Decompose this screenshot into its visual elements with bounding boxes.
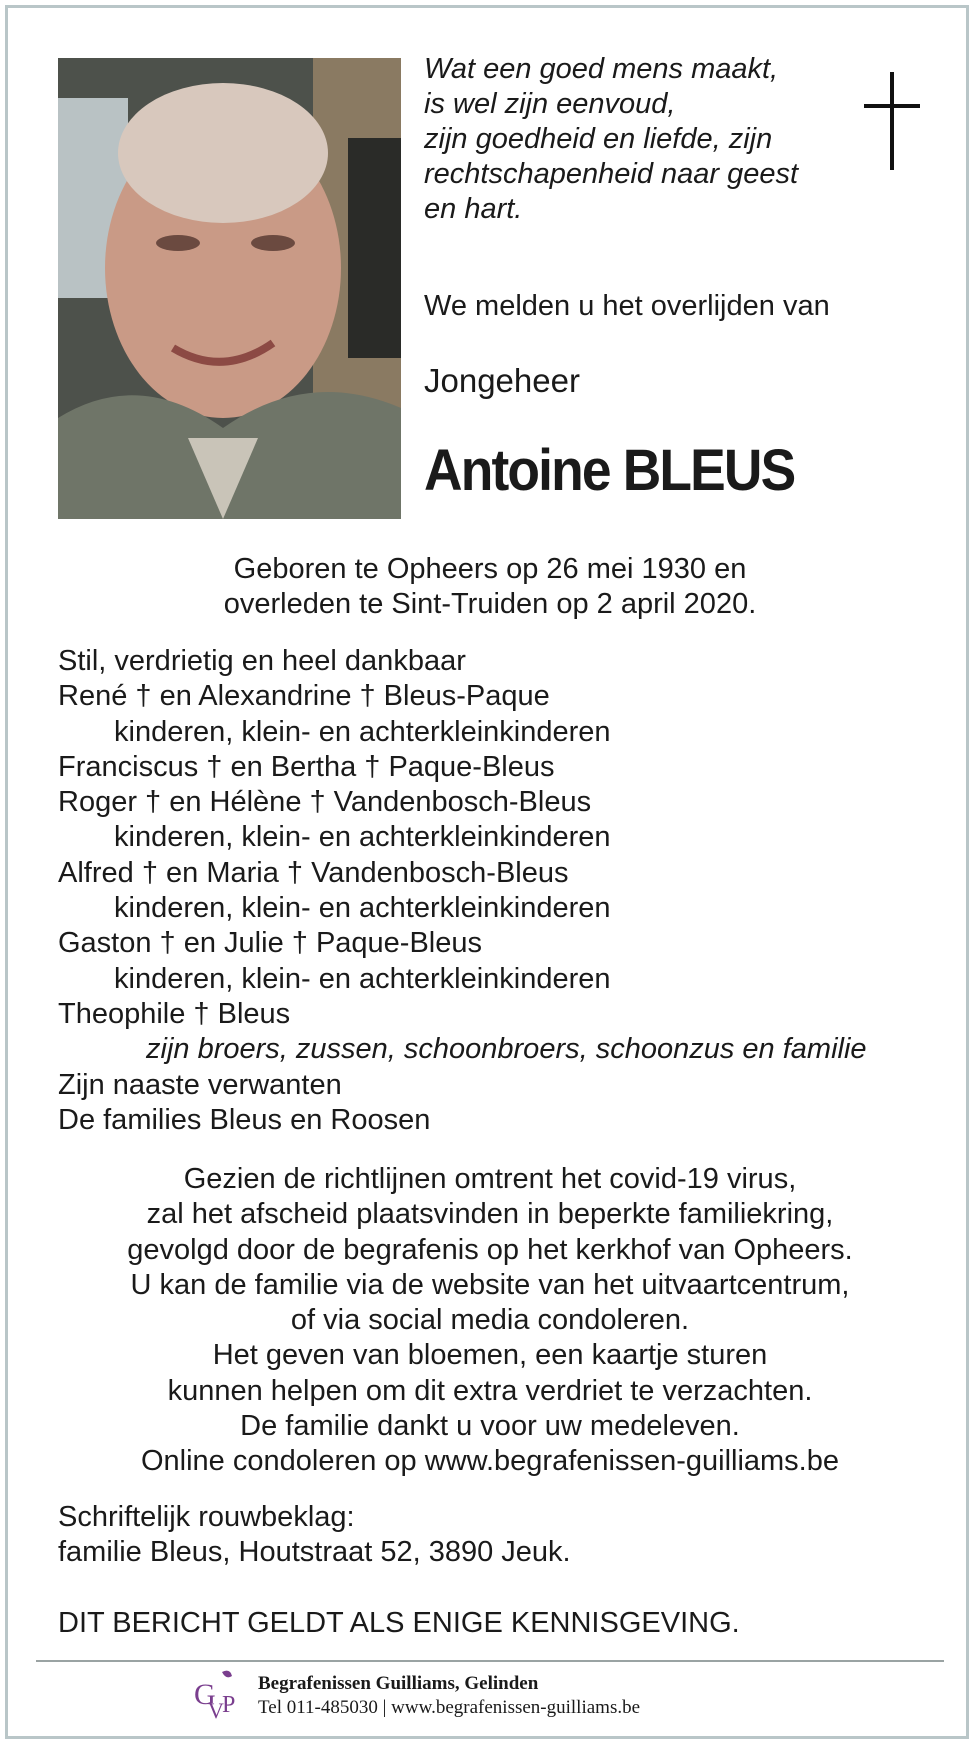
notice-line: gevolgd door de begrafenis op het kerkhof van Opheers. <box>127 1233 853 1266</box>
cross-icon <box>864 72 920 172</box>
memorial-quote <box>424 52 844 227</box>
family-line: Theophile † Bleus <box>58 997 291 1030</box>
family-list <box>58 644 958 1138</box>
logo-letter-g: G <box>194 1678 216 1711</box>
family-line: kinderen, klein- en achterkleinkinderen <box>114 715 611 748</box>
deceased-photo <box>58 58 401 519</box>
deceased-title: Jongeheer <box>424 362 580 399</box>
undertaker-info <box>258 1672 640 1720</box>
family-line: Stil, verdrietig en heel dankbaar <box>58 645 466 677</box>
deceased-name: Antoine BLEUS <box>424 438 795 503</box>
funeral-notice <box>0 1162 980 1480</box>
family-line: Alfred † en Maria † Vandenbosch-Bleus <box>58 856 569 889</box>
quote-line: Wat een goed mens maakt, <box>424 53 779 85</box>
address-label: Schriftelijk rouwbeklag: <box>58 1501 355 1533</box>
family-line: Roger † en Hélène † Vandenbosch-Bleus <box>58 786 592 819</box>
quote-line: zijn goedheid en liefde, zijn <box>424 123 773 155</box>
family-line: De families Bleus en Roosen <box>58 1103 431 1136</box>
notice-line: U kan de familie via de website van het uitvaartcentrum, <box>130 1268 850 1301</box>
quote-line: is wel zijn eenvoud, <box>424 88 676 120</box>
undertaker-contact: Tel 011-485030 | www.begrafenissen-guilliams.be <box>258 1697 641 1718</box>
family-line: Gaston † en Julie † Paque-Bleus <box>58 927 482 960</box>
quote-line: rechtschapenheid naar geest <box>424 158 799 190</box>
portrait-illustration <box>58 58 401 519</box>
logo-letter-p: P <box>222 1692 236 1718</box>
notice-line: zal het afscheid plaatsvinden in beperkte familiekring, <box>146 1198 834 1231</box>
family-line: kinderen, klein- en achterkleinkinderen <box>114 962 611 995</box>
notice-line: Gezien de richtlijnen omtrent het covid-19 virus, <box>183 1163 797 1195</box>
quote-line: en hart. <box>424 193 523 225</box>
condolence-address <box>58 1500 571 1570</box>
death-line: overleden te Sint-Truiden op 2 april 2020. <box>223 588 757 620</box>
logo-letter-v: V <box>208 1698 224 1723</box>
notice-line: kunnen helpen om dit extra verdriet te verzachten. <box>167 1374 813 1407</box>
undertaker-logo-icon <box>192 1668 242 1726</box>
family-line: zijn broers, zussen, schoonbroers, schoonzus en familie <box>146 1033 867 1066</box>
family-line: kinderen, klein- en achterkleinkinderen <box>114 821 611 854</box>
notice-line: Online condoleren op www.begrafenissen-guilliams.be <box>140 1445 839 1478</box>
birth-death-info <box>0 552 980 622</box>
family-line: René † en Alexandrine † Bleus-Paque <box>58 680 550 713</box>
family-line: Franciscus † en Bertha † Paque-Bleus <box>58 750 555 783</box>
birth-line: Geboren te Opheers op 26 mei 1930 en <box>233 553 747 585</box>
address-value: familie Bleus, Houtstraat 52, 3890 Jeuk. <box>58 1536 571 1568</box>
official-notice: DIT BERICHT GELDT ALS ENIGE KENNISGEVING. <box>58 1607 740 1639</box>
notice-line: Het geven van bloemen, een kaartje sturen <box>212 1339 768 1372</box>
family-line: kinderen, klein- en achterkleinkinderen <box>114 892 611 925</box>
notice-line: De familie dankt u voor uw medeleven. <box>240 1410 740 1443</box>
death-announcement-intro: We melden u het overlijden van <box>424 290 830 322</box>
notice-line: of via social media condoleren. <box>290 1304 690 1337</box>
undertaker-name: Begrafenissen Guilliams, Gelinden <box>258 1673 539 1694</box>
family-line: Zijn naaste verwanten <box>58 1068 342 1101</box>
footer-divider <box>36 1660 944 1662</box>
